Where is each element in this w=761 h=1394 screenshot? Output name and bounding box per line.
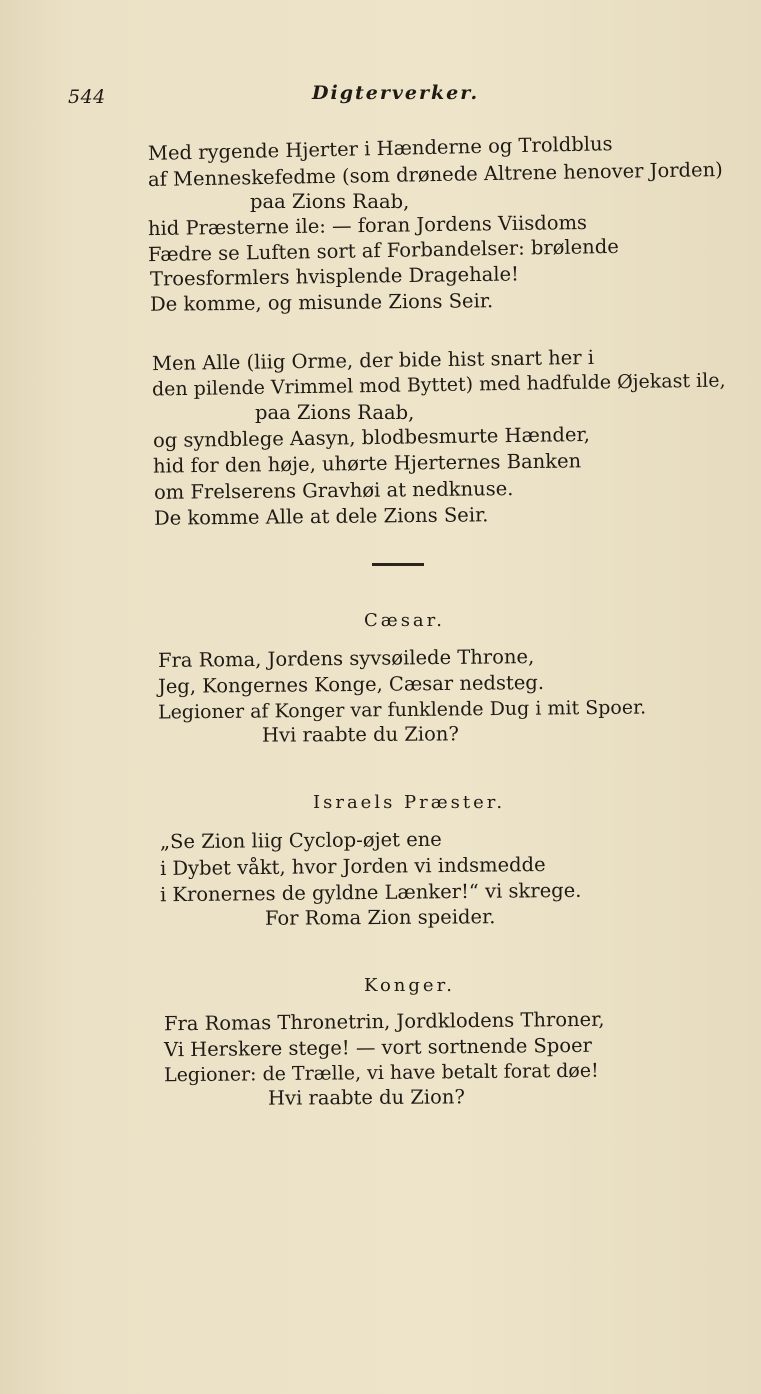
verse-line: Legioner: de Trælle, vi have betalt forat døe! (163, 1059, 599, 1087)
verse-line: Troesformlers hvisplende Dragehale! (149, 262, 520, 291)
verse-line: Men Alle (liig Orme, der bide hist snart her i (151, 345, 595, 376)
page-number: 544 (68, 86, 106, 108)
verse-line: Vi Herskere stege! — vort sortnende Spoer (163, 1033, 593, 1062)
verse-line: paa Zions Raab, (255, 401, 415, 424)
verse-line: Jeg, Kongernes Konge, Cæsar nedsteg. (157, 670, 545, 699)
verse-line: hid Præsterne ile: — foran Jordens Viisdoms (147, 210, 588, 241)
verse-line: De komme, og misunde Zions Seir. (149, 289, 494, 316)
verse-line: den pilende Vrimmel mod Byttet) med hadfulde Øjekast ile, (151, 369, 726, 401)
verse-line: Hvi raabte du Zion? (267, 1085, 465, 1110)
verse-line: og syndblege Aasyn, blodbesmurte Hænder, (152, 422, 591, 453)
section-divider (372, 563, 424, 566)
running-title: Digterverker. (312, 82, 480, 104)
speaker-heading: Israels Præster. (313, 792, 506, 813)
verse-line: i Kronernes de gyldne Lænker!“ vi skrege. (159, 878, 582, 907)
speaker-heading: Konger. (364, 975, 455, 996)
verse-line: Med rygende Hjerter i Hænderne og Troldblus (147, 132, 613, 165)
verse-line: For Roma Zion speider. (264, 905, 496, 930)
verse-line: De komme Alle at dele Zions Seir. (153, 503, 489, 530)
verse-line: i Dybet våkt, hvor Jorden vi indsmedde (159, 852, 546, 881)
verse-line: hid for den høje, uhørte Hjerternes Banken (152, 449, 582, 478)
verse-line: Fædre se Luften sort af Forbandelser: brølende (147, 234, 619, 267)
verse-line: af Menneskefedme (som drønede Altrene henover Jorden) (147, 157, 723, 192)
speaker-heading: Cæsar. (364, 610, 446, 631)
verse-line: Fra Romas Thronetrin, Jordklodens Throner, (163, 1007, 605, 1036)
verse-line: Hvi raabte du Zion? (261, 722, 459, 747)
verse-line: paa Zions Raab, (250, 190, 410, 213)
verse-line: „Se Zion liig Cyclop-øjet ene (159, 827, 442, 854)
verse-line: Legioner af Konger var funklende Dug i mit Spoer. (157, 696, 647, 724)
verse-line: om Frelserens Gravhøi at nedknuse. (153, 477, 514, 504)
verse-line: Fra Roma, Jordens syvsøilede Throne, (157, 645, 535, 672)
